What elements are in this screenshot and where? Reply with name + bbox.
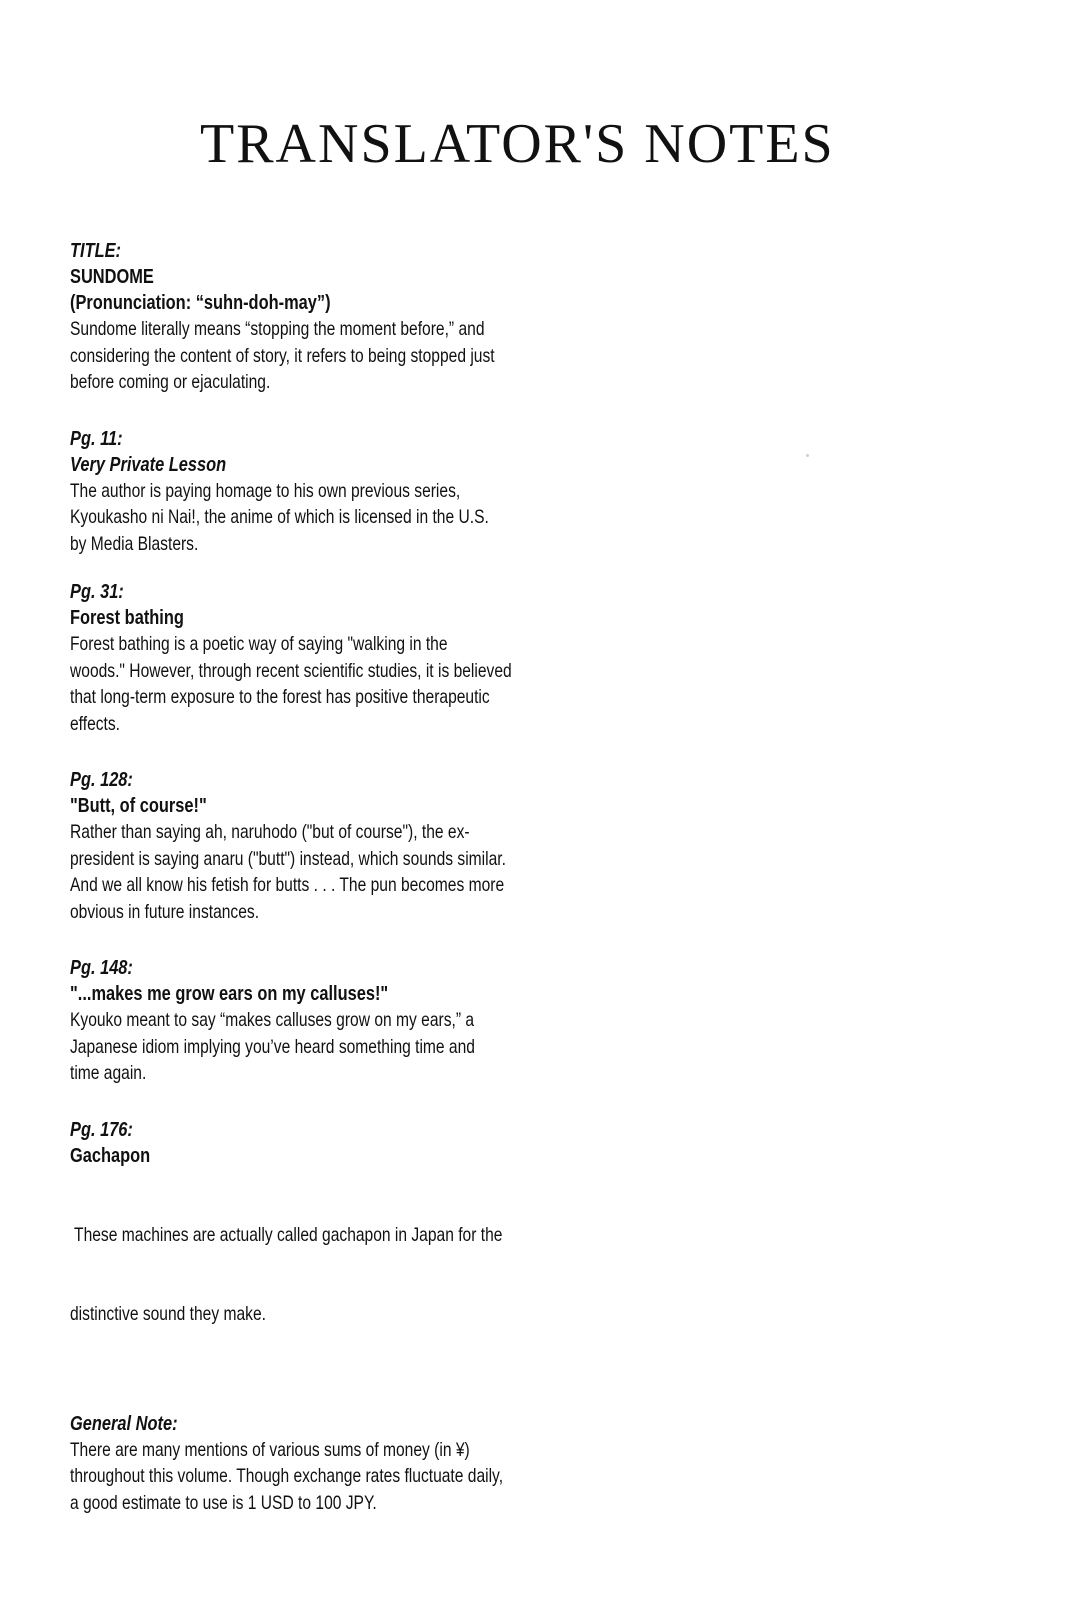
note-line: effects. xyxy=(70,712,121,735)
note-line: throughout this volume. Though exchange rates fluctuate daily, xyxy=(70,1465,504,1487)
scan-speck xyxy=(806,454,809,457)
note-heading: "...makes me grow ears on my calluses!" xyxy=(70,983,389,1005)
note-pg-128 xyxy=(70,767,540,925)
note-line: Kyouko meant to say “makes calluses grow on my ears,” a xyxy=(70,1009,475,1031)
note-body xyxy=(70,1169,534,1381)
note-line: And we all know his fetish for butts . . . The pun becomes more xyxy=(70,874,505,896)
note-line: before coming or ejaculating. xyxy=(70,371,271,393)
note-body xyxy=(70,478,534,558)
note-line: These machines are actually called gachapon in Japan for the xyxy=(70,1223,503,1246)
note-line: president is saying anaru ("butt") instead, which sounds similar. xyxy=(70,847,506,870)
note-label: General Note: xyxy=(70,1412,178,1435)
page-title: TRANSLATOR'S NOTES xyxy=(200,113,835,175)
note-heading: Very Private Lesson xyxy=(70,453,227,476)
note-line: The author is paying homage to his own previous series, xyxy=(70,479,461,502)
note-line: that long-term exposure to the forest has positive therapeutic xyxy=(70,686,490,708)
note-general xyxy=(70,1411,540,1517)
note-body xyxy=(70,819,534,925)
note-line: obvious in future instances. xyxy=(70,900,260,923)
note-line: time again. xyxy=(70,1062,147,1084)
note-label: TITLE: xyxy=(70,240,122,262)
note-label: Pg. 11: xyxy=(70,427,123,450)
note-pg-148 xyxy=(70,955,540,1087)
note-line: by Media Blasters. xyxy=(70,532,199,555)
note-label: Pg. 31: xyxy=(70,581,124,603)
note-body xyxy=(70,316,534,396)
note-line: Japanese idiom implying you’ve heard something time and xyxy=(70,1035,475,1058)
note-heading: "Butt, of course!" xyxy=(70,795,207,817)
note-line: woods." However, through recent scientific studies, it is believed xyxy=(70,659,512,682)
note-subheading: (Pronunciation: “suhn-doh-may”) xyxy=(70,292,331,314)
note-line: Forest bathing is a poetic way of saying "walking in the xyxy=(70,633,448,655)
note-label: Pg. 176: xyxy=(70,1118,133,1141)
note-heading: Forest bathing xyxy=(70,607,184,629)
note-heading: Gachapon xyxy=(70,1144,151,1167)
note-pg-11 xyxy=(70,426,540,558)
note-line: distinctive sound they make. xyxy=(70,1303,266,1325)
note-line: There are many mentions of various sums of money (in ¥) xyxy=(70,1438,470,1461)
note-title xyxy=(70,238,540,396)
note-line: considering the content of story, it refers to being stopped just xyxy=(70,344,495,367)
notes-list xyxy=(70,238,540,1516)
note-pg-31 xyxy=(70,579,540,737)
note-line: Rather than saying ah, naruhodo ("but of course"), the ex- xyxy=(70,821,470,843)
note-label: Pg. 148: xyxy=(70,957,133,979)
note-line: a good estimate to use is 1 USD to 100 JPY. xyxy=(70,1491,377,1514)
note-label: Pg. 128: xyxy=(70,769,133,791)
note-line: Kyoukasho ni Nai!, the anime of which is licensed in the U.S. xyxy=(70,506,489,528)
note-body xyxy=(70,1007,534,1087)
note-body xyxy=(70,631,534,737)
note-body xyxy=(70,1437,534,1517)
note-heading: SUNDOME xyxy=(70,266,154,288)
note-pg-176 xyxy=(70,1117,540,1381)
note-line: Sundome literally means “stopping the moment before,” and xyxy=(70,318,485,340)
